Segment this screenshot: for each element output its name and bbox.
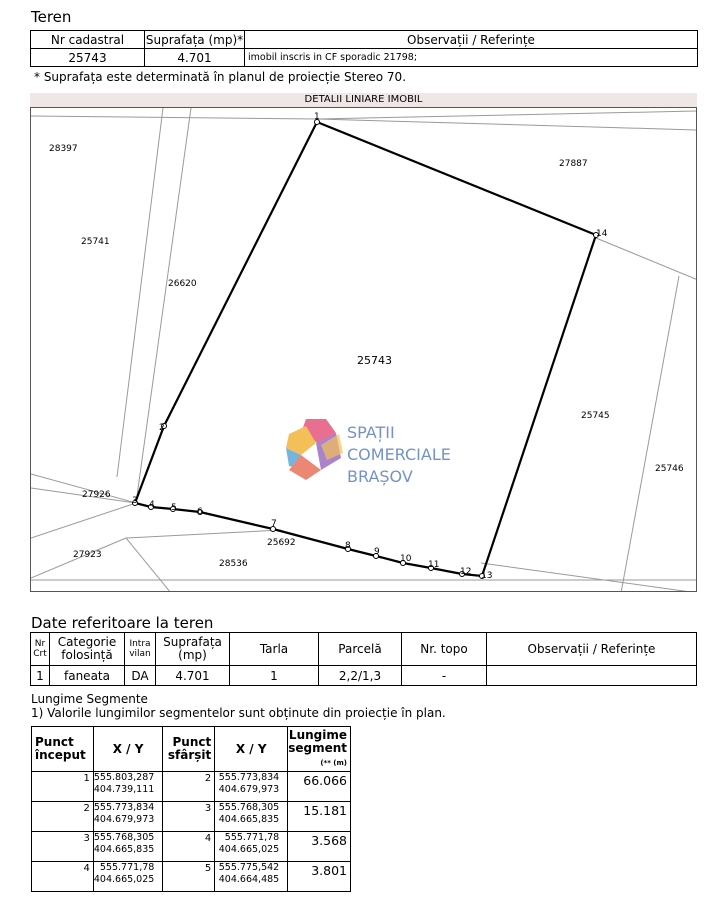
- parcel-boundary: [135, 122, 596, 576]
- watermark-logo: [286, 419, 451, 486]
- lungime-title: Lungime Segmente: [31, 692, 148, 706]
- cell-lungime: 66.066: [288, 772, 351, 802]
- header-nr-cadastral: Nr cadastral: [31, 31, 145, 49]
- cell-suprafata-ref: 4.701: [156, 666, 230, 686]
- point-label-7: 7: [271, 519, 277, 529]
- header-lungime-unit: (** (m): [320, 758, 347, 767]
- header-tarla: Tarla: [230, 633, 319, 666]
- header-suprafata: Suprafața (mp)*: [145, 32, 244, 47]
- header-punct-inceput: Punct început: [32, 727, 94, 772]
- header-intravilan: Intra vilan: [125, 633, 156, 666]
- cell-xy-end: [215, 772, 288, 802]
- point-label-13: 13: [481, 571, 493, 581]
- point-label-12: 12: [460, 567, 472, 577]
- cell-y-start: 404.665,835: [93, 844, 155, 855]
- cell-y-end: 404.665,025: [218, 844, 280, 855]
- stereo-note: * Suprafața este determinată în planul de proiecție Stereo 70.: [34, 70, 407, 84]
- cell-punct-sfarsit: 2: [163, 772, 215, 802]
- parcel-label-25746: 25746: [655, 464, 684, 474]
- cell-tarla: 1: [230, 666, 319, 686]
- segments-table: [31, 726, 351, 892]
- point-label-11: 11: [428, 560, 440, 570]
- parcel-label-27923: 27923: [73, 550, 102, 560]
- segment-row: [32, 802, 351, 832]
- cell-suprafata: 4.701: [145, 49, 245, 67]
- cell-xy-start: [93, 832, 162, 862]
- cell-intravilan: DA: [125, 666, 156, 686]
- parcel-label-25741: 25741: [81, 237, 110, 247]
- cell-punct-inceput: 3: [32, 832, 94, 862]
- cell-x-end: 555.771,78: [224, 832, 280, 843]
- point-label-5: 5: [171, 503, 177, 513]
- lungime-note: 1) Valorile lungimilor segmentelor sunt obținute din proiecție în plan.: [31, 706, 446, 720]
- point-label-14: 14: [596, 229, 608, 239]
- cell-xy-end: [215, 832, 288, 862]
- header-parcela: Parcelă: [319, 633, 402, 666]
- cell-x-start: 555.768,305: [93, 832, 155, 843]
- cell-observatii: imobil inscris in CF sporadic 21798;: [245, 49, 698, 67]
- header-nr-topo: Nr. topo: [402, 633, 487, 666]
- cell-nr-crt: 1: [31, 666, 50, 686]
- header-categorie: Categorie folosință: [50, 633, 125, 666]
- segment-row: [32, 832, 351, 862]
- cell-xy-start: [93, 802, 162, 832]
- header-xy-2: X / Y: [215, 727, 288, 772]
- cell-punct-inceput: 2: [32, 802, 94, 832]
- date-ref-title: Date referitoare la teren: [31, 614, 214, 632]
- cell-nr-cadastral: 25743: [31, 49, 145, 67]
- cell-y-end: 404.665,835: [218, 814, 280, 825]
- parcel-label-27887: 27887: [559, 159, 588, 169]
- header-lungime: [288, 727, 351, 772]
- neighbour-boundaries: [31, 108, 697, 592]
- cell-xy-start: [93, 772, 162, 802]
- parcel-label-27926: 27926: [82, 490, 111, 500]
- cell-xy-end: [215, 862, 288, 892]
- cell-x-start: 555.773,834: [93, 802, 155, 813]
- parcel-label-25745: 25745: [581, 411, 610, 421]
- watermark-line3: BRAȘOV: [347, 467, 413, 486]
- map-header: DETALII LINIARE IMOBIL: [30, 93, 697, 107]
- point-label-9: 9: [374, 547, 380, 557]
- watermark-line1: SPAȚII: [347, 423, 395, 442]
- cell-lungime: 15.181: [288, 802, 351, 832]
- cell-x-start: 555.771,78: [99, 862, 155, 873]
- teren-title: Teren: [31, 8, 72, 26]
- cell-punct-sfarsit: 5: [163, 862, 215, 892]
- point-label-2: 2: [159, 423, 165, 433]
- parcel-label-28397: 28397: [49, 144, 78, 154]
- header-punct-sfarsit: Punct sfârșit: [163, 727, 215, 772]
- header-observatii: Observații / Referințe: [245, 31, 698, 49]
- watermark-line2: COMERCIALE: [347, 445, 451, 464]
- cell-xy-end: [215, 802, 288, 832]
- cell-punct-sfarsit: 3: [163, 802, 215, 832]
- parcel-label-25692: 25692: [267, 538, 296, 548]
- cell-punct-inceput: 4: [32, 862, 94, 892]
- cadastral-map: [30, 107, 697, 592]
- header-suprafata-ref: Suprafața (mp): [156, 633, 230, 666]
- segment-row: [32, 862, 351, 892]
- cell-x-start: 555.803,287: [93, 772, 155, 783]
- cell-y-end: 404.664,485: [218, 874, 280, 885]
- cell-punct-sfarsit: 4: [163, 832, 215, 862]
- cell-y-start: 404.665,025: [93, 874, 155, 885]
- segment-row: [32, 772, 351, 802]
- cell-lungime: 3.801: [288, 862, 351, 892]
- point-label-1: 1: [314, 112, 320, 122]
- cell-x-end: 555.768,305: [218, 802, 280, 813]
- parcel-label-26620: 26620: [168, 279, 197, 289]
- point-label-8: 8: [345, 541, 351, 551]
- parcel-label-25743: 25743: [357, 354, 392, 367]
- cell-punct-inceput: 1: [32, 772, 94, 802]
- cell-nr-topo: -: [402, 666, 487, 686]
- cell-x-end: 555.773,834: [218, 772, 280, 783]
- cell-y-start: 404.679,973: [93, 814, 155, 825]
- cell-y-start: 404.739,111: [93, 784, 155, 795]
- header-nr-crt: Nr Crt: [31, 633, 50, 666]
- cell-parcela: 2,2/1,3: [319, 666, 402, 686]
- header-xy-1: X / Y: [93, 727, 162, 772]
- cell-x-end: 555.775,542: [218, 862, 280, 873]
- cell-lungime: 3.568: [288, 832, 351, 862]
- teren-table: [30, 30, 698, 67]
- point-label-10: 10: [400, 554, 412, 564]
- point-label-4: 4: [149, 500, 155, 510]
- header-observatii-ref: Observații / Referințe: [487, 633, 697, 666]
- parcel-label-28536: 28536: [219, 559, 248, 569]
- map-svg: [31, 108, 697, 592]
- cell-categorie: faneata: [50, 666, 125, 686]
- cell-y-end: 404.679,973: [218, 784, 280, 795]
- date-ref-table: [30, 632, 697, 686]
- header-lungime-label: Lungime segment: [288, 727, 347, 755]
- point-label-3: 3: [132, 496, 138, 506]
- point-label-6: 6: [197, 507, 203, 517]
- cell-observatii-ref: [487, 666, 697, 686]
- cell-xy-start: [93, 862, 162, 892]
